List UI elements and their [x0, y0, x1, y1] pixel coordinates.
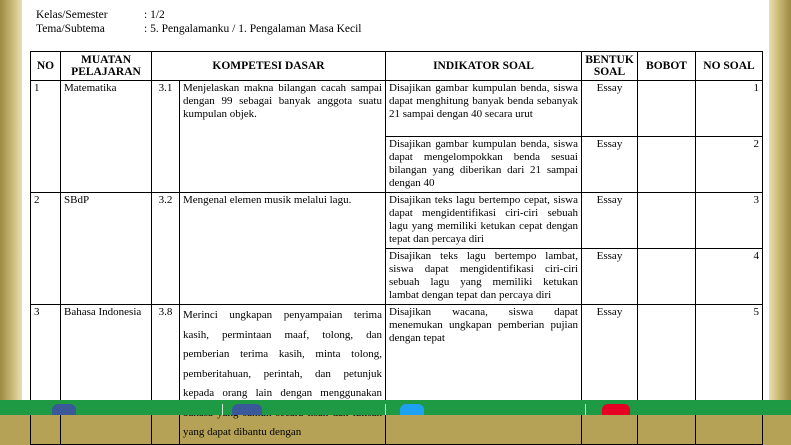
row-bobot	[638, 81, 696, 137]
row-kd-text: Menjelaskan makna bilangan cacah sampai dengan 99 sebagai banyak anggota suatu kumpulan objek.	[180, 81, 386, 193]
row-kd-no: 3.8	[152, 305, 180, 445]
share-divider	[385, 404, 386, 415]
header-muatan: MUATAN PELAJARAN	[61, 52, 152, 81]
document-page	[22, 0, 769, 438]
row-indikator: Disajikan teks lagu bertempo cepat, siswa dapat mengidentifikasi ciri-ciri sebuah lagu yang memiliki ketukan cepat dengan tepat dan percaya diri	[386, 193, 582, 249]
row-no-soal: 4	[696, 249, 763, 305]
header-indikator: INDIKATOR SOAL	[386, 52, 582, 81]
kelas-label: Kelas/Semester	[36, 9, 108, 21]
header-bobot: BOBOT	[638, 52, 696, 81]
row-muatan: Bahasa Indonesia	[61, 305, 152, 445]
row-indikator: Disajikan gambar kumpulan benda, siswa dapat mengelompokkan benda sesuai bilangan yang diberikan dari 21 sampai dengan 40	[386, 137, 582, 193]
row-kd-no: 3.1	[152, 81, 180, 193]
row-indikator: Disajikan wacana, siswa dapat menemukan ungkapan pemberian pujian dengan tepat	[386, 305, 582, 445]
row-bobot	[638, 305, 696, 445]
header-kompetensi: KOMPETESI DASAR	[152, 52, 386, 81]
tema-value: : 5. Pengalamanku / 1. Pengalaman Masa Kecil	[144, 23, 362, 35]
row-bobot	[638, 193, 696, 249]
row-bobot	[638, 137, 696, 193]
table-row	[31, 305, 763, 445]
left-decorative-frame	[0, 0, 22, 415]
facebook-share-icon[interactable]	[232, 404, 262, 415]
row-no-soal: 2	[696, 137, 763, 193]
header-no-soal: NO SOAL	[696, 52, 763, 81]
table-row	[31, 81, 763, 137]
table-row	[31, 193, 763, 249]
pinterest-share-button[interactable]	[602, 404, 630, 415]
kelas-value: : 1/2	[144, 9, 165, 21]
row-no: 3	[31, 305, 61, 445]
row-kd-text: Merinci ungkapan penyampaian terima kasih, permintaan maaf, tolong, dan pemberian terima kasih, minta tolong, pemberitahuan, perintah, dan petunjuk kepada orang lain dengan menggunakan yang dapat dibantu dengan	[180, 305, 386, 445]
row-indikator: Disajikan gambar kumpulan benda, siswa dapat menghitung banyak benda sebanyak 21 sampai dengan 40 secara urut	[386, 81, 582, 137]
row-bobot	[638, 249, 696, 305]
row-no: 1	[31, 81, 61, 193]
row-no-soal: 1	[696, 81, 763, 137]
kisi-kisi-table	[30, 51, 763, 445]
row-no: 2	[31, 193, 61, 305]
facebook-share-button[interactable]	[52, 404, 76, 415]
table-header-row	[31, 52, 763, 81]
row-bentuk: Essay	[582, 305, 638, 445]
row-kd-no: 3.2	[152, 193, 180, 305]
twitter-share-button[interactable]	[400, 404, 424, 415]
row-muatan: SBdP	[61, 193, 152, 305]
row-muatan: Matematika	[61, 81, 152, 193]
header-bentuk: BENTUK SOAL	[582, 52, 638, 81]
share-divider	[585, 404, 586, 415]
right-decorative-frame	[769, 0, 791, 415]
tema-label: Tema/Subtema	[36, 23, 105, 35]
row-bentuk: Essay	[582, 249, 638, 305]
header-no: NO	[31, 52, 61, 81]
row-indikator: Disajikan teks lagu bertempo lambat, siswa dapat mengidentifikasi ciri-ciri sebuah lagu yang memiliki ketukan lambat dengan tepat dan percaya diri	[386, 249, 582, 305]
share-divider	[222, 404, 223, 415]
row-bentuk: Essay	[582, 137, 638, 193]
row-bentuk: Essay	[582, 193, 638, 249]
row-no-soal: 5	[696, 305, 763, 445]
share-bar	[0, 400, 791, 415]
row-no-soal: 3	[696, 193, 763, 249]
row-bentuk: Essay	[582, 81, 638, 137]
row-kd-text: Mengenal elemen musik melalui lagu.	[180, 193, 386, 305]
